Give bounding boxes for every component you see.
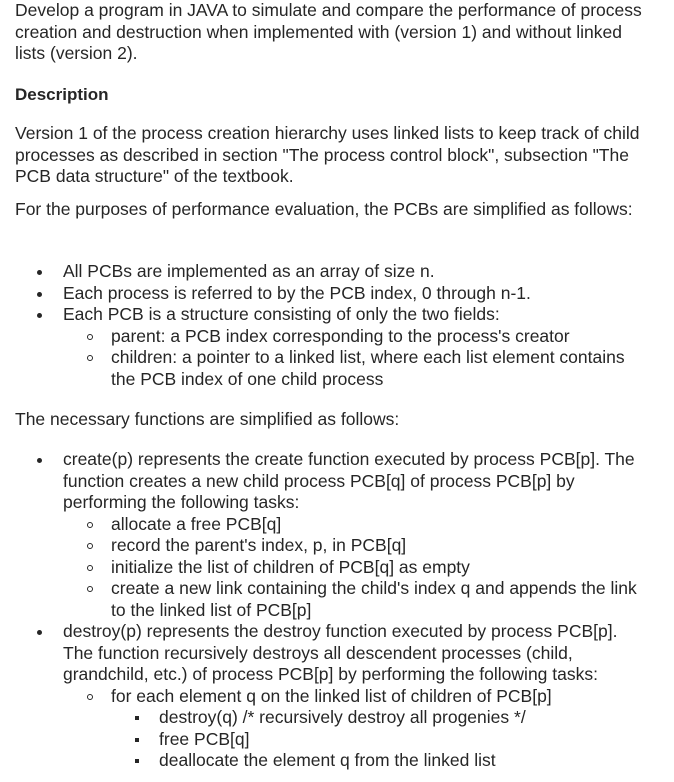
description-heading: Description	[15, 85, 109, 104]
list-item-text: Each PCB is a structure consisting of only the two fields:	[63, 304, 500, 324]
list-item	[63, 347, 646, 390]
pcb-fields-list	[63, 326, 646, 391]
list-item-text: allocate a free PCB[q]	[111, 513, 282, 534]
list-item-text: create a new link containing the child's index q and appends the link to the linked list of PCB[p]	[111, 578, 637, 620]
destroy-tasks-list	[63, 686, 646, 772]
destroy-subtasks-list	[111, 707, 646, 772]
evaluation-paragraph: For the purposes of performance evaluation, the PCBs are simplified as follows:	[15, 199, 633, 219]
list-item	[63, 535, 646, 557]
list-item	[15, 261, 646, 283]
functions-list	[15, 449, 646, 772]
create-tasks-list	[63, 514, 646, 622]
list-item	[63, 326, 646, 348]
list-item-text: parent: a PCB index corresponding to the process's creator	[111, 325, 570, 346]
list-item-text: initialize the list of children of PCB[q] as empty	[111, 556, 470, 577]
list-item	[15, 283, 646, 305]
functions-paragraph: The necessary functions are simplified as follows:	[15, 409, 400, 429]
list-item-text: Each process is referred to by the PCB index, 0 through n-1.	[63, 282, 531, 303]
list-item-text: destroy(q) /* recursively destroy all progenies */	[159, 707, 526, 727]
list-item	[15, 449, 646, 621]
list-item-text: deallocate the element q from the linked list	[159, 750, 496, 770]
list-item	[63, 686, 646, 772]
pcb-list	[15, 261, 646, 390]
create-function-text: create(p) represents the create function executed by process PCB[p]. The function creates a new child process PCB[q] of process PCB[p] by performing the following tasks:	[63, 449, 635, 512]
list-item	[63, 514, 646, 536]
list-item	[15, 304, 646, 390]
version1-paragraph: Version 1 of the process creation hierarchy uses linked lists to keep track of child processes as described in section "The process control block", subsection "The PCB data structure" of the textbook.	[15, 123, 640, 186]
list-item	[111, 707, 646, 729]
list-item	[63, 578, 646, 621]
intro-paragraph: Develop a program in JAVA to simulate and compare the performance of process creation and destruction when implemented with (version 1) and without linked lists (version 2).	[15, 0, 642, 63]
list-item-text: free PCB[q]	[159, 728, 250, 749]
list-item	[15, 621, 646, 772]
list-item	[63, 557, 646, 579]
destroy-function-text: destroy(p) represents the destroy function executed by process PCB[p]. The function recursively destroys all descendent processes (child, grandchild, etc.) of process PCB[p] by performing the following tasks:	[63, 621, 618, 684]
list-item-text: record the parent's index, p, in PCB[q]	[111, 535, 407, 555]
list-item	[111, 750, 646, 772]
list-item	[111, 729, 646, 751]
list-item-text: for each element q on the linked list of children of PCB[p]	[111, 685, 552, 706]
list-item-text: children: a pointer to a linked list, where each list element contains the PCB index of one child process	[111, 347, 625, 389]
list-item-text: All PCBs are implemented as an array of size n.	[63, 261, 435, 281]
